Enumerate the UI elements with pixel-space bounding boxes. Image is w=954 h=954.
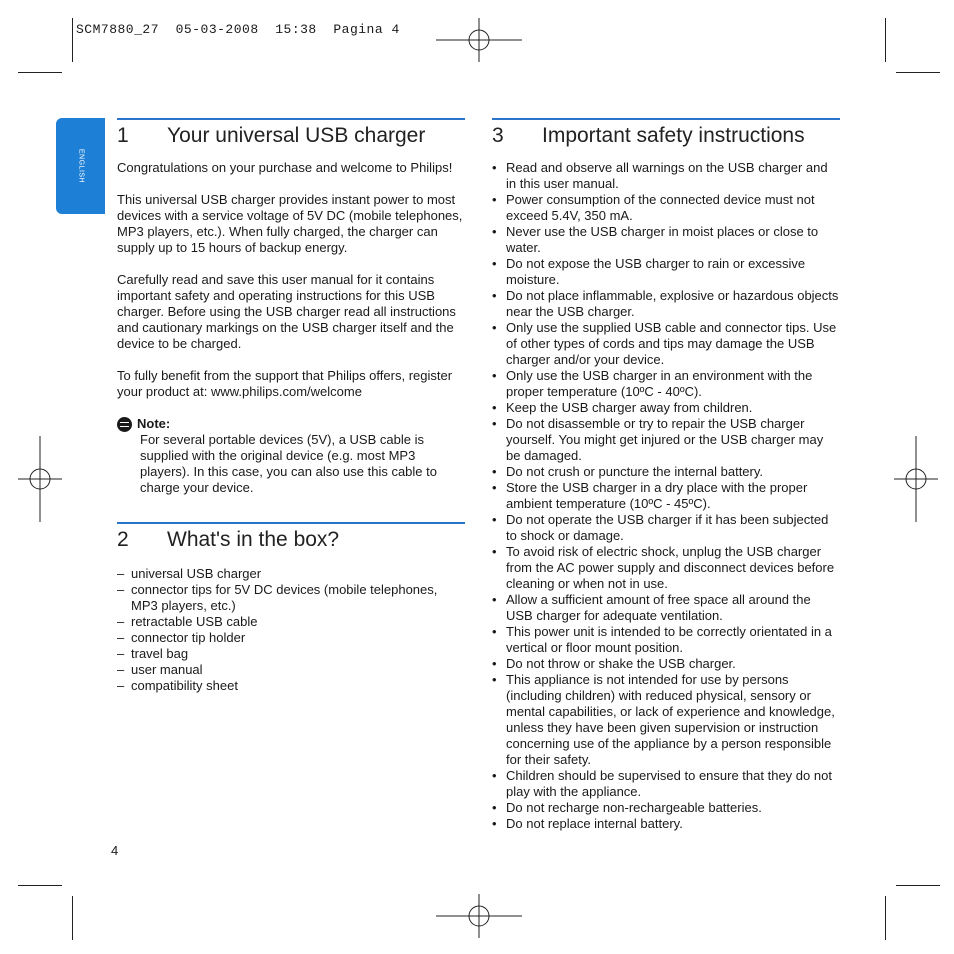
crop-mark [896,885,940,886]
section-rule [117,118,465,120]
crop-mark [18,72,62,73]
list-item: – retractable USB cable [117,614,465,630]
paragraph: Congratulations on your purchase and welcome to Philips! [117,160,453,175]
list-item: – connector tip holder [117,630,465,646]
language-tab [56,118,105,214]
section-number: 2 [117,528,129,551]
crop-mark [896,72,940,73]
list-item: • This appliance is not intended for use by persons (including children) with reduced physical, sensory or mental capabilities, or lack of experience and knowledge, unless they have been given supervision or instruction concerning use of the appliance by a person responsible for their safety. [492,672,840,768]
list-item: • This power unit is intended to be correctly orientated in a vertical or floor mount position. [492,624,840,656]
crop-mark [72,896,73,940]
list-item: • Do not place inflammable, explosive or hazardous objects near the USB charger. [492,288,840,320]
left-column [117,118,465,694]
list-item: • Never use the USB charger in moist places or close to water. [492,224,840,256]
list-item: • Allow a sufficient amount of free space all around the USB charger for adequate ventilation. [492,592,840,624]
note-text: For several portable devices (5V), a USB cable is supplied with the original device (e.g. most MP3 players). In this case, you can also use this cable to charge your device. [140,432,437,495]
safety-list [492,160,840,832]
list-item: • Store the USB charger in a dry place with the proper ambient temperature (10ºC - 45ºC). [492,480,840,512]
box-contents-list [117,566,465,694]
list-item: • Do not operate the USB charger if it has been subjected to shock or damage. [492,512,840,544]
crop-mark [18,885,62,886]
section-number: 3 [492,124,504,147]
crop-mark [885,896,886,940]
list-item: • Do not recharge non-rechargeable batteries. [492,800,840,816]
page-number: 4 [111,843,119,858]
print-slug: SCM7880_27 05-03-2008 15:38 Pagina 4 [76,22,400,37]
list-item: • Do not crush or puncture the internal battery. [492,464,840,480]
section-title: Important safety instructions [542,124,805,147]
crop-mark [885,18,886,62]
list-item: – user manual [117,662,465,678]
list-item: • Do not disassemble or try to repair the USB charger yourself. You might get injured or the USB charger may be damaged. [492,416,840,464]
section-title: What's in the box? [167,528,340,551]
list-item: – travel bag [117,646,465,662]
list-item: • Children should be supervised to ensure that they do not play with the appliance. [492,768,840,800]
list-item: • To avoid risk of electric shock, unplug the USB charger from the AC power supply and disconnect devices before cleaning or when not in use. [492,544,840,592]
language-tab-label: ENGLISH [77,148,84,184]
list-item: • Power consumption of the connected device must not exceed 5.4V, 350 mA. [492,192,840,224]
list-item: – universal USB charger [117,566,465,582]
list-item: – compatibility sheet [117,678,465,694]
section-rule [492,118,840,120]
registration-mark-bottom [436,892,524,938]
note-header [117,416,465,432]
list-item: • Only use the USB charger in an environment with the proper temperature (10ºC - 40ºC). [492,368,840,400]
list-item: • Only use the supplied USB cable and connector tips. Use of other types of cords and tips may damage the USB charger and/or your device. [492,320,840,368]
list-item: • Keep the USB charger away from children. [492,400,840,416]
section-number: 1 [117,124,129,147]
registration-mark-top [436,18,524,62]
section-3-heading [492,123,840,149]
registration-mark-right [894,436,938,524]
list-item: • Do not expose the USB charger to rain or excessive moisture. [492,256,840,288]
crop-mark [72,18,73,62]
list-item: • Read and observe all warnings on the USB charger and in this user manual. [492,160,840,192]
paragraph: This universal USB charger provides instant power to most devices with a service voltage of 5V DC (mobile telephones, MP3 players, etc.). When fully charged, the charger can supply up to 15 hours of backup energy. [117,192,463,255]
note-block [117,416,465,496]
paragraph: Carefully read and save this user manual for it contains important safety and operating instructions for this USB charger. Before using the USB charger read all instructions and cautionary markings on the USB charger itself and the device to be charged. [117,272,456,351]
section-2-heading [117,527,465,553]
list-item: – connector tips for 5V DC devices (mobile telephones, MP3 players, etc.) [117,582,465,614]
section-title: Your universal USB charger [167,124,426,147]
list-item: • Do not throw or shake the USB charger. [492,656,840,672]
note-icon [117,417,132,432]
note-label: Note: [137,416,171,431]
registration-mark-left [18,436,62,524]
list-item: • Do not replace internal battery. [492,816,840,832]
right-column [492,118,840,832]
section-1-heading [117,123,465,149]
section-rule [117,522,465,524]
paragraph: To fully benefit from the support that Philips offers, register your product at: www.philips.com/welcome [117,368,453,399]
